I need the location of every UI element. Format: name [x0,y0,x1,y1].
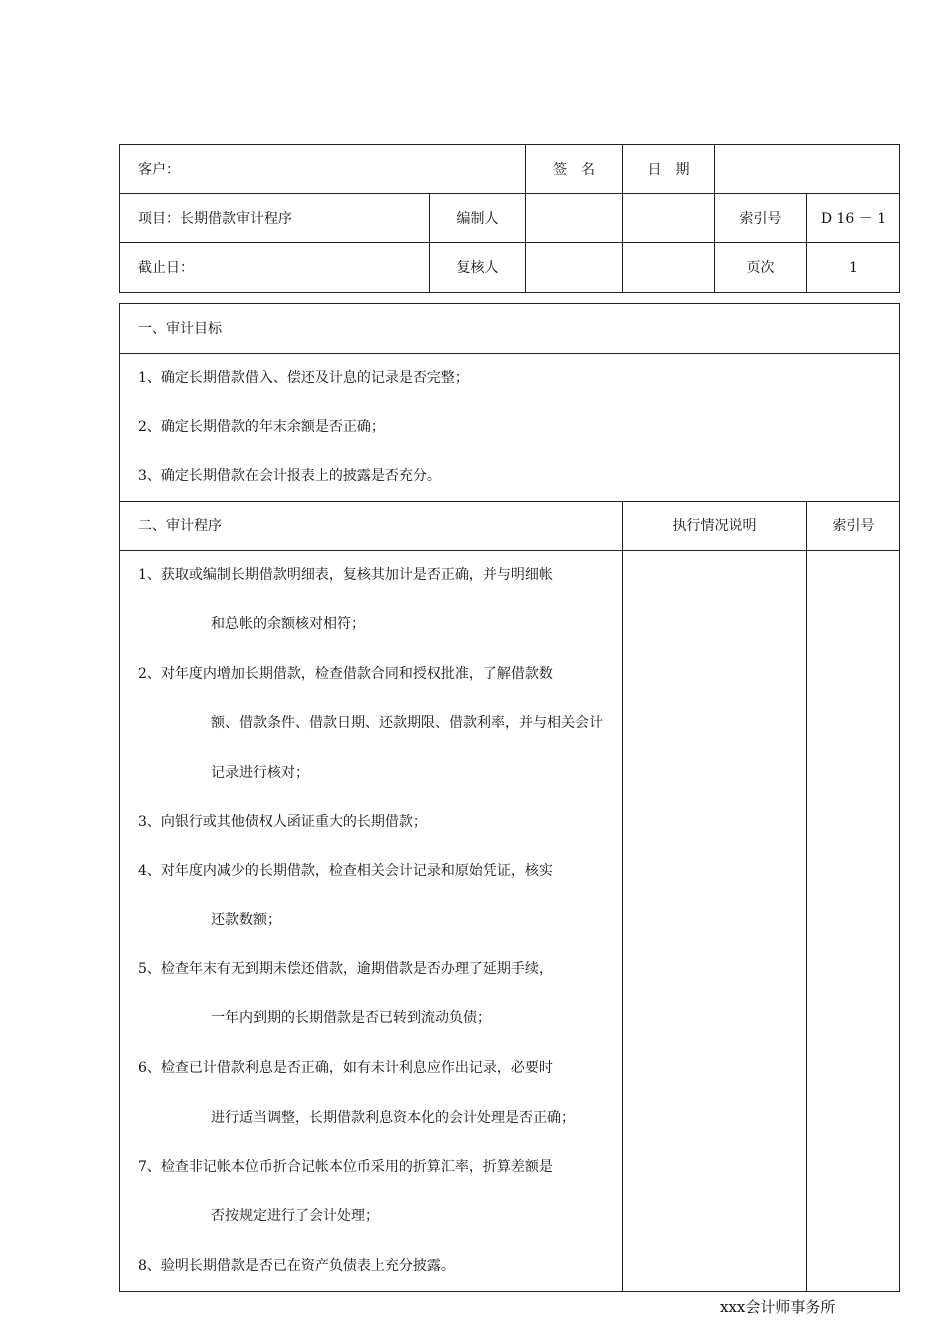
procedure-line: 5、检查年末有无到期未偿还借款，逾期借款是否办理了延期手续， [138,961,553,977]
index-value: D 16 － 1 [820,211,887,227]
cutoff-label: 截止日： [138,260,194,276]
page-value: 1 [849,260,858,276]
procedure-line: 6、检查已计借款利息是否正确，如有未计利息应作出记录，必要时 [138,1060,553,1076]
procedure-line: 还款数额； [211,912,281,928]
procedure-line: 1、获取或编制长期借款明细表，复核其加计是否正确，并与明细帐 [138,567,553,583]
project-label: 项目：长期借款审计程序 [138,211,292,227]
objective-item: 3、确定长期借款在会计报表上的披露是否充分。 [138,468,441,484]
procedure-line: 8、验明长期借款是否已在资产负债表上充分披露。 [138,1258,455,1274]
header-col-divider [429,193,430,293]
procedure-line: 和总帐的余额核对相符； [211,616,365,632]
firm-footer: xxx会计师事务所 [720,1298,836,1316]
objectives-title: 一、审计目标 [138,321,222,337]
main-table [119,303,900,1292]
signature-label: 签 名 [553,162,595,178]
execution-column-header: 执行情况说明 [672,518,757,534]
procedure-line: 3、向银行或其他债权人函证重大的长期借款； [138,814,427,830]
main-col-divider [622,501,623,1292]
client-label: 客户： [138,162,180,178]
main-row-divider [119,353,900,354]
procedure-line: 记录进行核对； [211,765,309,781]
objective-item: 2、确定长期借款的年末余额是否正确； [138,419,385,435]
procedure-line: 2、对年度内增加长期借款，检查借款合同和授权批准，了解借款数 [138,666,553,682]
procedure-line: 否按规定进行了会计处理； [211,1208,379,1224]
main-col-divider [806,501,807,1292]
procedure-line: 7、检查非记帐本位币折合记帐本位币采用的折算汇率，折算差额是 [138,1159,553,1175]
procedure-line: 一年内到期的长期借款是否已转到流动负债； [211,1010,491,1026]
procedure-line: 4、对年度内减少的长期借款，检查相关会计记录和原始凭证，核实 [138,863,553,879]
header-row-divider [119,242,900,243]
preparer-label: 编制人 [456,211,499,227]
main-row-divider [119,501,900,502]
procedure-line: 额、借款条件、借款日期、还款期限、借款利率，并与相关会计 [211,715,603,731]
reviewer-label: 复核人 [456,260,499,276]
date-label: 日 期 [647,162,690,178]
procedure-line: 进行适当调整，长期借款利息资本化的会计处理是否正确； [211,1110,575,1126]
page-label: 页次 [746,260,775,276]
index-label: 索引号 [739,211,782,227]
objective-item: 1、确定长期借款借入、偿还及计息的记录是否完整； [138,370,469,386]
procedures-title: 二、审计程序 [138,518,222,534]
header-col-divider [806,193,807,293]
index-column-header: 索引号 [832,518,875,534]
main-row-divider [119,550,900,551]
header-row-divider [119,193,900,194]
